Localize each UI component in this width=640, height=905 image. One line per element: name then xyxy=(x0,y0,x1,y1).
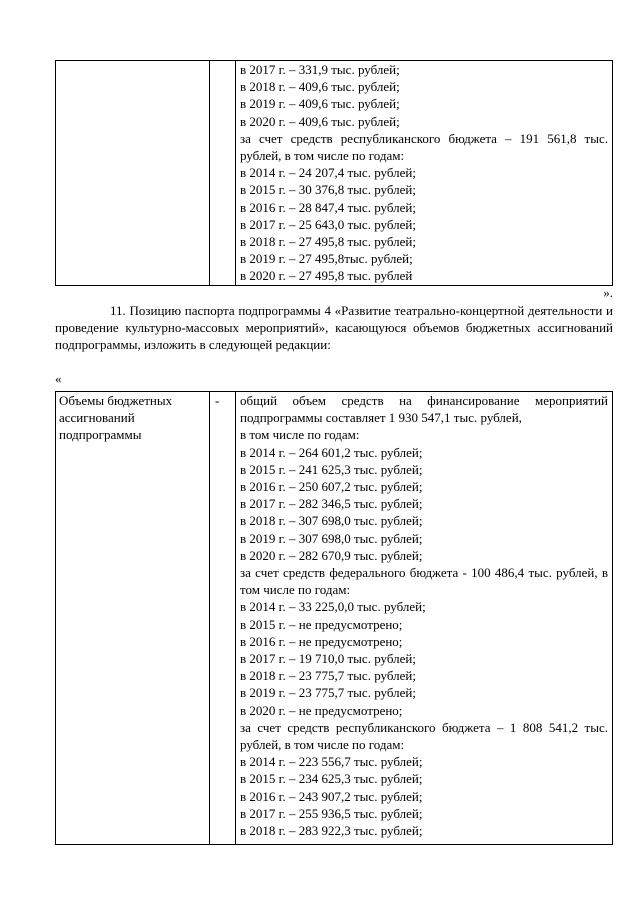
dash-cell xyxy=(210,392,236,845)
dash: - xyxy=(215,393,220,408)
year-line: в 2017 г. – 255 936,5 тыс. рублей; xyxy=(240,805,423,821)
year-line: в 2019 г. – 27 495,8тыс. рублей; xyxy=(240,251,413,267)
year-line: в 2020 г. – 409,6 тыс. рублей; xyxy=(240,113,400,129)
year-line: в 2014 г. – 24 207,4 тыс. рублей; xyxy=(240,165,416,181)
year-line: в 2014 г. – 223 556,7 тыс. рублей; xyxy=(240,754,423,770)
year-line: в 2020 г. – не предусмотрено; xyxy=(240,702,403,718)
federal-budget-header: за счет средств федерального бюджета - 100 486,4 тыс. рублей, в том числе по годам: xyxy=(240,565,608,598)
total-subheader: в том числе по годам: xyxy=(240,427,360,443)
year-line: в 2018 г. – 307 698,0 тыс. рублей; xyxy=(240,513,423,529)
year-line: в 2016 г. – не предусмотрено; xyxy=(240,633,403,649)
year-line: в 2018 г. – 283 922,3 тыс. рублей; xyxy=(240,823,423,839)
funding-details-cell xyxy=(236,61,613,286)
funding-table-continued xyxy=(55,60,613,286)
year-line: в 2018 г. – 23 775,7 тыс. рублей; xyxy=(240,668,416,684)
year-line: в 2016 г. – 250 607,2 тыс. рублей; xyxy=(240,479,423,495)
funding-details-cell xyxy=(236,392,613,845)
amendment-paragraph xyxy=(55,302,613,353)
dash-cell-empty xyxy=(210,61,236,286)
year-line: в 2018 г. – 409,6 тыс. рублей; xyxy=(240,79,400,95)
label-cell-empty xyxy=(56,61,210,286)
year-line: в 2015 г. – 241 625,3 тыс. рублей; xyxy=(240,461,423,477)
funding-table xyxy=(55,391,613,845)
year-line: в 2017 г. – 25 643,0 тыс. рублей; xyxy=(240,216,416,232)
year-line: в 2017 г. – 19 710,0 тыс. рублей; xyxy=(240,651,416,667)
republic-budget-header: за счет средств республиканского бюджета – 191 561,8 тыс. рублей, в том числе по годам: xyxy=(240,130,608,164)
year-line: в 2019 г. – 307 698,0 тыс. рублей; xyxy=(240,530,423,546)
year-line: в 2020 г. – 282 670,9 тыс. рублей; xyxy=(240,547,423,563)
year-line: в 2015 г. – не предусмотрено; xyxy=(240,616,403,632)
year-line: в 2017 г. – 331,9 тыс. рублей; xyxy=(240,62,400,77)
year-line: в 2019 г. – 409,6 тыс. рублей; xyxy=(240,96,400,112)
year-line: в 2020 г. – 27 495,8 тыс. рублей xyxy=(240,268,413,284)
year-line: в 2014 г. – 264 601,2 тыс. рублей; xyxy=(240,444,423,460)
year-line: в 2018 г. – 27 495,8 тыс. рублей; xyxy=(240,234,416,250)
funding-label: Объемы бюджетных ассигнований подпрограммы xyxy=(59,393,173,443)
total-header: общий объем средств на финансирование мероприятий подпрограммы составляет 1 930 547,1 тыс. рублей, xyxy=(240,393,608,426)
year-line: в 2015 г. – 30 376,8 тыс. рублей; xyxy=(240,182,416,198)
opening-quote: « xyxy=(55,371,62,386)
year-line: в 2015 г. – 234 625,3 тыс. рублей; xyxy=(240,771,423,787)
year-line: в 2016 г. – 28 847,4 тыс. рублей; xyxy=(240,199,416,215)
paragraph-text: 11. Позицию паспорта подпрограммы 4 «Развитие театрально-концертной деятельности и проведение культурно-массовых мероприятий», касающуюся объемов бюджетных ассигнований подпрограммы, изложить в следующей редакции: xyxy=(55,303,613,352)
year-line: в 2014 г. – 33 225,0,0 тыс. рублей; xyxy=(240,599,426,615)
funding-label-cell xyxy=(56,392,210,845)
year-line: в 2016 г. – 243 907,2 тыс. рублей; xyxy=(240,788,423,804)
closing-quote: ». xyxy=(603,285,613,300)
year-line: в 2017 г. – 282 346,5 тыс. рублей; xyxy=(240,496,423,512)
republic-budget-header: за счет средств республиканского бюджета – 1 808 541,2 тыс. рублей, в том числе по годам: xyxy=(240,719,608,753)
year-line: в 2019 г. – 23 775,7 тыс. рублей; xyxy=(240,685,416,701)
